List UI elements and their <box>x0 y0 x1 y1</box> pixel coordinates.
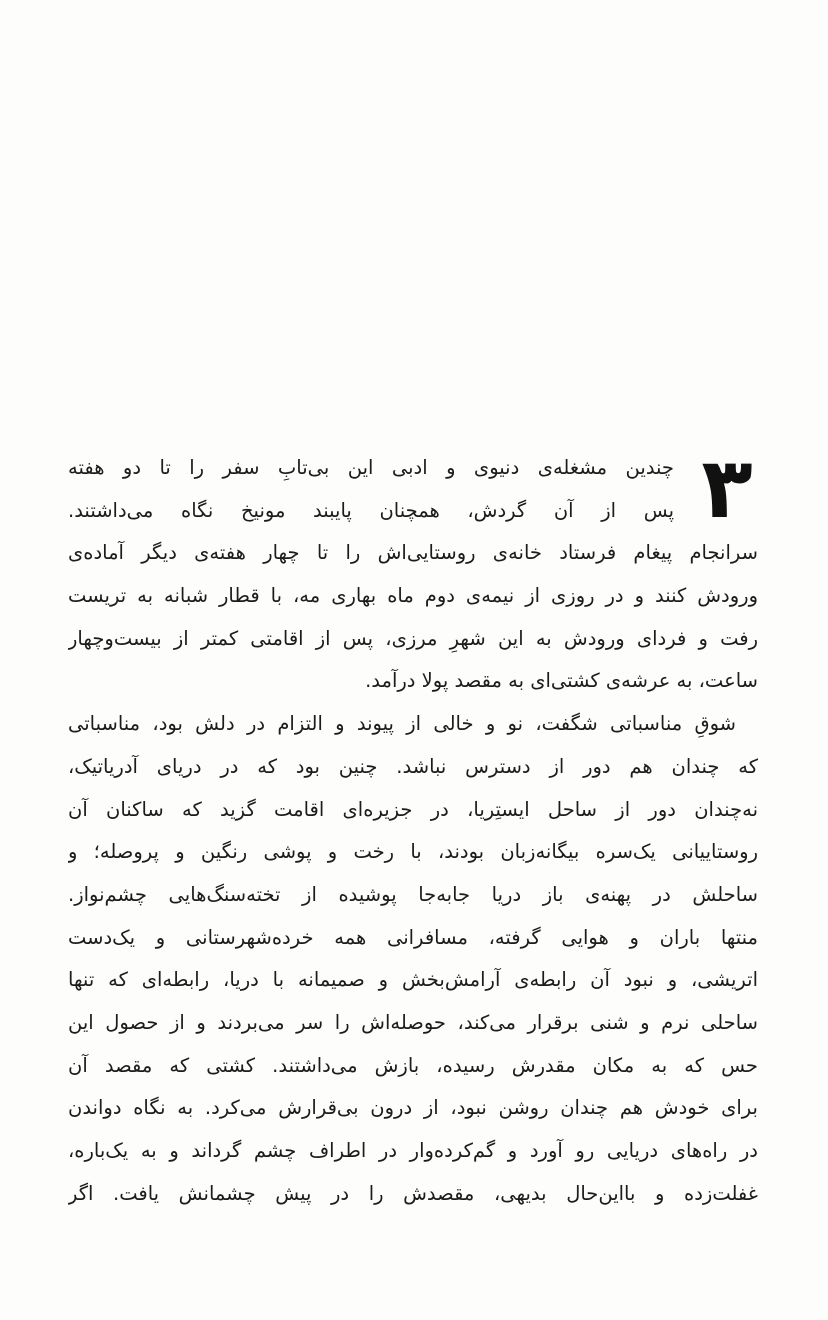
text-line: اتریشی، و نبود آن رابطه‌ی آرامش‌بخش و صمیمانه با دریا، رابطه‌ای که تنها <box>68 968 758 992</box>
text-line: ساحلش در پهنه‌ی باز دریا جابه‌جا پوشیده از تخته‌سنگ‌هایی چشم‌نواز. <box>68 882 758 906</box>
text-line: چندین مشغله‌ی دنیوی و ادبی این بی‌تابِ سفر را تا دو هفته <box>68 456 674 479</box>
text-line: برای خودش هم چندان روشن نبود، از درون بی‌قرارش می‌کرد. به نگاه دواندن <box>68 1096 758 1120</box>
text-line: ساحلی نرم و شنی برقرار می‌کند، حوصله‌اش را سر می‌بردند و از حصول این <box>68 1010 758 1034</box>
text-block <box>68 439 758 1215</box>
text-line: سرانجام پیغام فرستاد خانه‌ی روستایی‌اش را تا چهار هفته‌ی دیگر آماده‌ی <box>68 541 758 565</box>
text-line: نه‌چندان دور از ساحل ایستِریا، در جزیره‌ای اقامت گزید که ساکنان آن <box>68 797 758 821</box>
text-line: روستاییانی یک‌سره بیگانه‌زبان بودند، با رخت و پوشی رنگین و پروصله؛ و <box>68 840 758 864</box>
text-line: شوقِ مناسباتی شگفت، نو و خالی از پیوند و التزام در دلش بود، مناسباتی <box>68 712 736 736</box>
text-line: منتها باران و هوایی گرفته، مسافرانی همه خرده‌شهرستانی و یک‌دست <box>68 925 758 949</box>
text-line: پس از آن گردش، همچنان پایبند مونیخ نگاه می‌داشتند. <box>68 498 674 522</box>
text-line: ساعت، به عرشه‌ی کشتی‌ای به مقصد پولا درآمد. <box>365 669 758 693</box>
text-line: غفلت‌زده و بااین‌حال بدیهی، مقصدش را در پیش چشمانش یافت. اگر <box>68 1181 758 1205</box>
text-line: ورودش کنند و در روزی از نیمه‌ی دوم ماه بهاری مه، با قطار شبانه به تریست <box>68 584 758 608</box>
text-line: حس که به مکان مقدرش رسیده، بازش می‌داشتند. کشتی که مقصد آن <box>68 1053 758 1077</box>
text-line: که چندان هم دور از دسترس نباشد. چنین بود که در دریای آدریاتیک، <box>68 754 758 778</box>
chapter-number: ۳ <box>701 439 753 537</box>
text-line: در راه‌های دریایی رو آورد و گم‌کرده‌وار در اطراف چشم گرداند و به یک‌باره، <box>68 1139 758 1162</box>
text-line: رفت و فردای ورودش به این شهرِ مرزی، پس از اقامتی کمتر از بیست‌وچهار <box>68 626 758 650</box>
